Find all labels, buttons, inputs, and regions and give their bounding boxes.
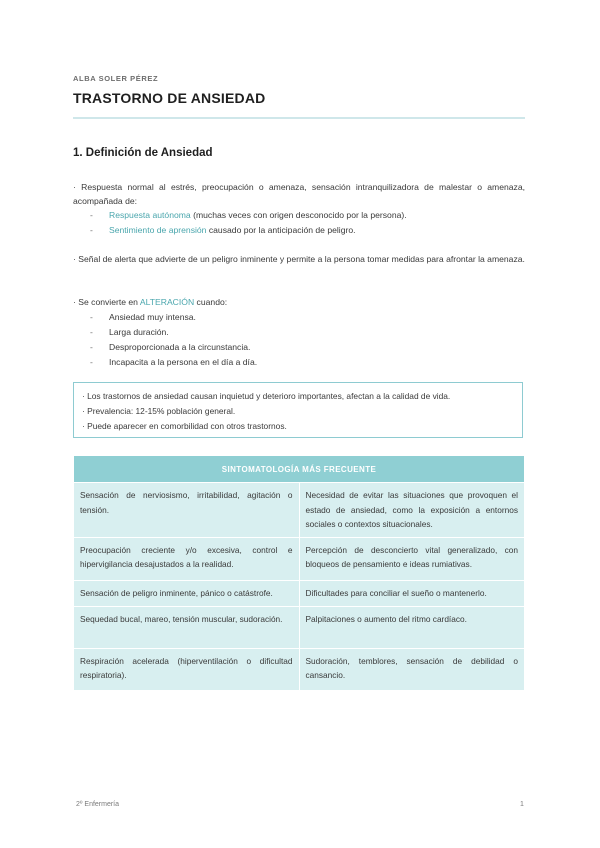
table-cell: Sudoración, temblores, sensación de debilidad o cansancio. [299, 648, 525, 690]
summary-line: · Los trastornos de ansiedad causan inquietud y deterioro importantes, afectan a la calidad de vida. [82, 391, 451, 401]
accent-term: Sentimiento de aprensión [109, 225, 207, 235]
section-heading: 1. Definición de Ansiedad [73, 147, 213, 159]
table-cell: Respiración acelerada (hiperventilación o dificultad respiratoria). [74, 648, 300, 690]
dash-marker: - [90, 357, 93, 367]
dash-marker: - [90, 312, 93, 322]
list-item [90, 325, 257, 340]
document-title: TRASTORNO DE ANSIEDAD [73, 90, 266, 106]
item-text: (muchas veces con origen desconocido por la persona). [190, 210, 407, 220]
table-row [74, 648, 525, 690]
summary-line: · Puede aparecer en comorbilidad con otros trastornos. [82, 421, 287, 431]
item-text: Larga duración. [109, 327, 169, 337]
table-cell: Dificultades para conciliar el sueño o mantenerlo. [299, 580, 525, 606]
table-cell: Necesidad de evitar las situaciones que provoquen el estado de ansiedad, como la exposición a entornos sociales o contextos situacionales. [299, 483, 525, 538]
table-row [74, 537, 525, 580]
summary-box [73, 382, 523, 438]
table-cell: Percepción de desconcierto vital generalizado, con bloqueos de pensamiento e ideas rumiativas. [299, 537, 525, 580]
title-divider [73, 117, 525, 119]
item-text: causado por la anticipación de peligro. [206, 225, 356, 235]
table-row [74, 606, 525, 648]
item-text: Ansiedad muy intensa. [109, 312, 196, 322]
accent-term: Respuesta autónoma [109, 210, 191, 220]
definition-list [90, 208, 407, 238]
dash-marker: - [90, 327, 93, 337]
alteration-prefix: · Se convierte en [73, 297, 140, 307]
table-header-row [74, 456, 525, 483]
paragraph-definition: · Respuesta normal al estrés, preocupación o amenaza, sensación intranquilizadora de malestar o amenaza, acompañada de: [73, 182, 525, 206]
author-name: ALBA SOLER PÉREZ [73, 74, 159, 83]
table-header: SINTOMATOLOGÍA MÁS FRECUENTE [74, 456, 525, 483]
table-cell: Sensación de peligro inminente, pánico o catástrofe. [74, 580, 300, 606]
list-item [90, 310, 257, 325]
paragraph-alert: · Señal de alerta que advierte de un peligro inminente y permite a la persona tomar medidas para afrontar la amenaza. [73, 254, 525, 264]
footer-course: 2º Enfermería [76, 801, 120, 808]
summary-line: · Prevalencia: 12-15% población general. [82, 406, 236, 416]
dash-marker: - [90, 225, 93, 235]
alteration-list [90, 310, 257, 370]
table-cell: Preocupación creciente y/o excesiva, control e hipervigilancia desajustados a la realidad. [74, 537, 300, 580]
alteration-term: ALTERACIÓN [139, 297, 195, 307]
dash-marker: - [90, 210, 93, 220]
table-cell: Palpitaciones o aumento del ritmo cardíaco. [299, 606, 525, 648]
dash-marker: - [90, 342, 93, 352]
alteration-suffix: cuando: [194, 297, 228, 307]
paragraph-alteration [73, 295, 525, 309]
list-item [90, 223, 407, 238]
footer-page-number: 1 [520, 801, 524, 808]
table-row [74, 483, 525, 538]
list-item [90, 355, 257, 370]
table-cell: Sensación de nerviosismo, irritabilidad, agitación o tensión. [74, 483, 300, 538]
list-item [90, 208, 407, 223]
table-row [74, 580, 525, 606]
table-cell: Sequedad bucal, mareo, tensión muscular, sudoración. [74, 606, 300, 648]
item-text: Desproporcionada a la circunstancia. [109, 342, 251, 352]
list-item [90, 340, 257, 355]
item-text: Incapacita a la persona en el día a día. [109, 357, 258, 367]
symptoms-table [73, 455, 525, 691]
